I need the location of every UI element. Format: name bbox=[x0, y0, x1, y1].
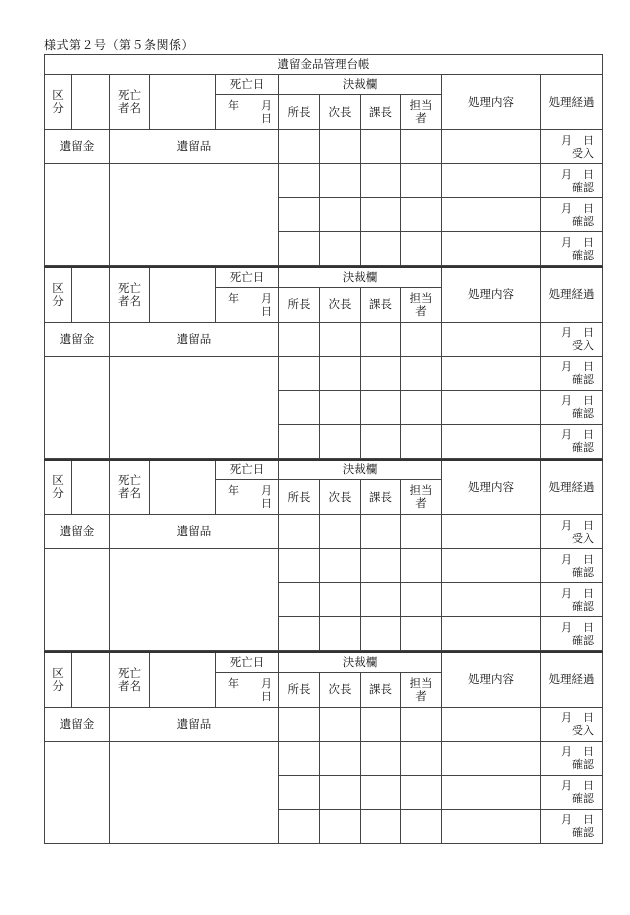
chief-stamp-cell[interactable] bbox=[279, 809, 320, 843]
articles-header: 遺留品 bbox=[110, 322, 279, 356]
ledger-block bbox=[44, 651, 603, 844]
chief-stamp-cell[interactable] bbox=[279, 549, 320, 583]
progress-cell[interactable]: 月 日 受入 bbox=[541, 130, 603, 164]
death-date-header: 死亡日 bbox=[216, 652, 279, 672]
deceased-name-header: 死亡 者名 bbox=[110, 460, 150, 515]
death-date-cell[interactable]: 年 月 日 bbox=[216, 480, 279, 515]
kubun-header: 区 分 bbox=[45, 652, 72, 707]
staff-header: 担当 者 bbox=[401, 672, 442, 707]
processing-content-header: 処理内容 bbox=[442, 75, 541, 130]
deceased-name-cell[interactable] bbox=[150, 267, 216, 322]
section-chief-stamp-cell[interactable] bbox=[361, 356, 401, 390]
section-chief-stamp-cell[interactable] bbox=[361, 390, 401, 424]
section-chief-stamp-cell[interactable] bbox=[361, 617, 401, 651]
deputy-stamp-cell[interactable] bbox=[320, 775, 361, 809]
section-chief-header: 課長 bbox=[361, 287, 401, 322]
deputy-stamp-cell[interactable] bbox=[320, 232, 361, 266]
section-chief-stamp-cell[interactable] bbox=[361, 515, 401, 549]
death-date-cell[interactable]: 年 月 日 bbox=[216, 95, 279, 130]
staff-stamp-cell[interactable] bbox=[401, 775, 442, 809]
ledger-block bbox=[44, 54, 603, 266]
section-chief-stamp-cell[interactable] bbox=[361, 583, 401, 617]
staff-stamp-cell[interactable] bbox=[401, 424, 442, 458]
processing-progress-header: 処理経過 bbox=[541, 460, 603, 515]
approval-header: 決裁欄 bbox=[279, 267, 442, 287]
staff-stamp-cell[interactable] bbox=[401, 164, 442, 198]
articles-cell[interactable] bbox=[110, 741, 279, 843]
articles-cell[interactable] bbox=[110, 356, 279, 458]
kubun-header: 区 分 bbox=[45, 460, 72, 515]
staff-stamp-cell[interactable] bbox=[401, 198, 442, 232]
processing-content-cell[interactable] bbox=[442, 130, 541, 164]
deputy-stamp-cell[interactable] bbox=[320, 424, 361, 458]
processing-content-cell[interactable] bbox=[442, 356, 541, 390]
money-header: 遺留金 bbox=[45, 130, 110, 164]
deputy-stamp-cell[interactable] bbox=[320, 809, 361, 843]
chief-header: 所長 bbox=[279, 95, 320, 130]
deputy-stamp-cell[interactable] bbox=[320, 322, 361, 356]
articles-header: 遺留品 bbox=[110, 130, 279, 164]
death-date-header: 死亡日 bbox=[216, 460, 279, 480]
processing-content-cell[interactable] bbox=[442, 390, 541, 424]
progress-cell[interactable]: 月 日 確認 bbox=[541, 356, 603, 390]
section-chief-stamp-cell[interactable] bbox=[361, 198, 401, 232]
progress-cell[interactable]: 月 日 確認 bbox=[541, 617, 603, 651]
deputy-stamp-cell[interactable] bbox=[320, 583, 361, 617]
processing-progress-header: 処理経過 bbox=[541, 267, 603, 322]
section-chief-stamp-cell[interactable] bbox=[361, 164, 401, 198]
articles-cell[interactable] bbox=[110, 549, 279, 651]
progress-cell[interactable]: 月 日 確認 bbox=[541, 232, 603, 266]
staff-stamp-cell[interactable] bbox=[401, 515, 442, 549]
section-chief-stamp-cell[interactable] bbox=[361, 232, 401, 266]
processing-content-cell[interactable] bbox=[442, 617, 541, 651]
chief-stamp-cell[interactable] bbox=[279, 707, 320, 741]
death-date-header: 死亡日 bbox=[216, 267, 279, 287]
kubun-value-cell[interactable] bbox=[72, 460, 110, 515]
death-date-header: 死亡日 bbox=[216, 75, 279, 95]
processing-content-cell[interactable] bbox=[442, 741, 541, 775]
progress-cell[interactable]: 月 日 確認 bbox=[541, 741, 603, 775]
staff-header: 担当 者 bbox=[401, 480, 442, 515]
processing-content-cell[interactable] bbox=[442, 549, 541, 583]
processing-content-cell[interactable] bbox=[442, 232, 541, 266]
chief-stamp-cell[interactable] bbox=[279, 198, 320, 232]
death-date-cell[interactable]: 年 月 日 bbox=[216, 672, 279, 707]
section-chief-header: 課長 bbox=[361, 95, 401, 130]
staff-stamp-cell[interactable] bbox=[401, 707, 442, 741]
staff-stamp-cell[interactable] bbox=[401, 549, 442, 583]
approval-header: 決裁欄 bbox=[279, 75, 442, 95]
chief-stamp-cell[interactable] bbox=[279, 515, 320, 549]
section-chief-stamp-cell[interactable] bbox=[361, 130, 401, 164]
section-chief-stamp-cell[interactable] bbox=[361, 424, 401, 458]
approval-header: 決裁欄 bbox=[279, 460, 442, 480]
kubun-header: 区 分 bbox=[45, 267, 72, 322]
kubun-header: 区 分 bbox=[45, 75, 72, 130]
processing-content-cell[interactable] bbox=[442, 164, 541, 198]
money-cell[interactable] bbox=[45, 356, 110, 458]
deputy-stamp-cell[interactable] bbox=[320, 164, 361, 198]
deputy-stamp-cell[interactable] bbox=[320, 198, 361, 232]
chief-header: 所長 bbox=[279, 672, 320, 707]
section-chief-stamp-cell[interactable] bbox=[361, 707, 401, 741]
processing-progress-header: 処理経過 bbox=[541, 75, 603, 130]
progress-cell[interactable]: 月 日 確認 bbox=[541, 390, 603, 424]
chief-stamp-cell[interactable] bbox=[279, 775, 320, 809]
staff-stamp-cell[interactable] bbox=[401, 232, 442, 266]
section-chief-stamp-cell[interactable] bbox=[361, 322, 401, 356]
deputy-stamp-cell[interactable] bbox=[320, 707, 361, 741]
deceased-name-header: 死亡 者名 bbox=[110, 267, 150, 322]
section-chief-stamp-cell[interactable] bbox=[361, 549, 401, 583]
deputy-stamp-cell[interactable] bbox=[320, 617, 361, 651]
money-header: 遺留金 bbox=[45, 707, 110, 741]
deceased-name-cell[interactable] bbox=[150, 75, 216, 130]
deceased-name-cell[interactable] bbox=[150, 460, 216, 515]
processing-content-cell[interactable] bbox=[442, 583, 541, 617]
staff-header: 担当 者 bbox=[401, 287, 442, 322]
progress-cell[interactable]: 月 日 確認 bbox=[541, 809, 603, 843]
progress-cell[interactable]: 月 日 確認 bbox=[541, 549, 603, 583]
articles-header: 遺留品 bbox=[110, 707, 279, 741]
money-header: 遺留金 bbox=[45, 515, 110, 549]
ledger bbox=[44, 54, 602, 844]
articles-header: 遺留品 bbox=[110, 515, 279, 549]
section-chief-header: 課長 bbox=[361, 672, 401, 707]
processing-content-header: 処理内容 bbox=[442, 460, 541, 515]
chief-stamp-cell[interactable] bbox=[279, 130, 320, 164]
chief-stamp-cell[interactable] bbox=[279, 390, 320, 424]
chief-stamp-cell[interactable] bbox=[279, 164, 320, 198]
chief-stamp-cell[interactable] bbox=[279, 741, 320, 775]
chief-stamp-cell[interactable] bbox=[279, 617, 320, 651]
ledger-title: 遺留金品管理台帳 bbox=[45, 55, 603, 75]
death-date-cell[interactable]: 年 月 日 bbox=[216, 287, 279, 322]
processing-content-cell[interactable] bbox=[442, 775, 541, 809]
articles-cell[interactable] bbox=[110, 164, 279, 266]
processing-content-cell[interactable] bbox=[442, 322, 541, 356]
staff-stamp-cell[interactable] bbox=[401, 583, 442, 617]
progress-cell[interactable]: 月 日 受入 bbox=[541, 515, 603, 549]
deputy-stamp-cell[interactable] bbox=[320, 356, 361, 390]
deputy-stamp-cell[interactable] bbox=[320, 741, 361, 775]
progress-cell[interactable]: 月 日 確認 bbox=[541, 775, 603, 809]
chief-header: 所長 bbox=[279, 287, 320, 322]
chief-header: 所長 bbox=[279, 480, 320, 515]
processing-content-cell[interactable] bbox=[442, 424, 541, 458]
progress-cell[interactable]: 月 日 受入 bbox=[541, 322, 603, 356]
deputy-stamp-cell[interactable] bbox=[320, 390, 361, 424]
deputy-header: 次長 bbox=[320, 287, 361, 322]
progress-cell[interactable]: 月 日 受入 bbox=[541, 707, 603, 741]
processing-content-cell[interactable] bbox=[442, 809, 541, 843]
money-cell[interactable] bbox=[45, 741, 110, 843]
section-chief-stamp-cell[interactable] bbox=[361, 741, 401, 775]
staff-stamp-cell[interactable] bbox=[401, 741, 442, 775]
deputy-header: 次長 bbox=[320, 672, 361, 707]
staff-stamp-cell[interactable] bbox=[401, 130, 442, 164]
chief-stamp-cell[interactable] bbox=[279, 356, 320, 390]
kubun-value-cell[interactable] bbox=[72, 652, 110, 707]
staff-stamp-cell[interactable] bbox=[401, 390, 442, 424]
approval-header: 決裁欄 bbox=[279, 652, 442, 672]
staff-stamp-cell[interactable] bbox=[401, 617, 442, 651]
chief-stamp-cell[interactable] bbox=[279, 583, 320, 617]
staff-header: 担当 者 bbox=[401, 95, 442, 130]
money-header: 遺留金 bbox=[45, 322, 110, 356]
processing-content-header: 処理内容 bbox=[442, 267, 541, 322]
money-cell[interactable] bbox=[45, 164, 110, 266]
deceased-name-header: 死亡 者名 bbox=[110, 75, 150, 130]
deputy-header: 次長 bbox=[320, 95, 361, 130]
staff-stamp-cell[interactable] bbox=[401, 809, 442, 843]
section-chief-stamp-cell[interactable] bbox=[361, 775, 401, 809]
deputy-stamp-cell[interactable] bbox=[320, 515, 361, 549]
deceased-name-cell[interactable] bbox=[150, 652, 216, 707]
processing-content-cell[interactable] bbox=[442, 515, 541, 549]
deputy-header: 次長 bbox=[320, 480, 361, 515]
processing-progress-header: 処理経過 bbox=[541, 652, 603, 707]
deceased-name-header: 死亡 者名 bbox=[110, 652, 150, 707]
deputy-stamp-cell[interactable] bbox=[320, 130, 361, 164]
kubun-value-cell[interactable] bbox=[72, 267, 110, 322]
money-cell[interactable] bbox=[45, 549, 110, 651]
deputy-stamp-cell[interactable] bbox=[320, 549, 361, 583]
processing-content-cell[interactable] bbox=[442, 707, 541, 741]
ledger-block bbox=[44, 266, 603, 459]
form-number: 様式第２号（第５条関係） bbox=[44, 38, 195, 52]
chief-stamp-cell[interactable] bbox=[279, 424, 320, 458]
kubun-value-cell[interactable] bbox=[72, 75, 110, 130]
section-chief-stamp-cell[interactable] bbox=[361, 809, 401, 843]
processing-content-cell[interactable] bbox=[442, 198, 541, 232]
progress-cell[interactable]: 月 日 確認 bbox=[541, 583, 603, 617]
ledger-block bbox=[44, 459, 603, 652]
processing-content-header: 処理内容 bbox=[442, 652, 541, 707]
chief-stamp-cell[interactable] bbox=[279, 232, 320, 266]
progress-cell[interactable]: 月 日 確認 bbox=[541, 164, 603, 198]
progress-cell[interactable]: 月 日 確認 bbox=[541, 198, 603, 232]
section-chief-header: 課長 bbox=[361, 480, 401, 515]
staff-stamp-cell[interactable] bbox=[401, 322, 442, 356]
progress-cell[interactable]: 月 日 確認 bbox=[541, 424, 603, 458]
staff-stamp-cell[interactable] bbox=[401, 356, 442, 390]
chief-stamp-cell[interactable] bbox=[279, 322, 320, 356]
